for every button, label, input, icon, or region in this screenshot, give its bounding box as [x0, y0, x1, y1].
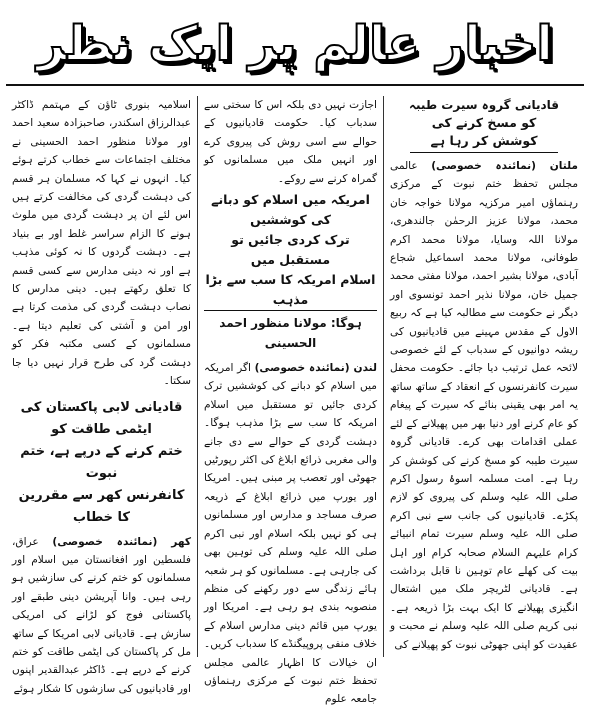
- headline-line-4: ہوگا: مولانا منظور احمد الحسینی: [204, 310, 377, 353]
- news-columns: [6, 96, 584, 706]
- headline-line-3: کانفرنس کھر سے مقررین کا خطاب: [18, 487, 185, 525]
- masthead-title: اخبار عالم پر ایک نظر: [37, 16, 553, 72]
- article-text: عراق، فلسطین اور افغانستان میں اسلام اور مسلمانوں کو ختم کرنے کی سازشیں ہو رہی ہیں۔ وانا آپریشن دینی طبقے اور پاکستانی فوج کو لڑانے کی امریکی سازش ہے۔ قادیانی لابی امریکا کے ساتھ مل کر پاکستان کی ایٹمی طاقت کو ختم کرنے کے درپے ہے۔ ڈاکٹر عبدالقدیر اپنوں اور قادیانیوں کی سازشوں کا شکار ہوئے: [12, 535, 191, 695]
- headline-line-1: امریکہ میں اسلام کو دبانے کی کوششیں: [211, 192, 370, 228]
- column-right: [384, 96, 584, 657]
- article-headline-qadiani-seerat: [390, 96, 578, 153]
- headline-line-2: ترک کردی جائیں تو مستقبل میں: [231, 232, 350, 268]
- headline-line-3: اسلام امریکہ کا سب سے بڑا مذہب: [205, 272, 376, 308]
- article-byline: کھر (نمائندہ خصوصی): [52, 535, 191, 548]
- article-body: [390, 157, 578, 654]
- article-body: [204, 359, 377, 709]
- headline-line-2: ختم کرنے کے درپے ہے، ختم نبوت: [20, 443, 183, 481]
- article-continuation: اسلامیہ بنوری ٹاؤن کے مہتمم ڈاکٹر عبدالرزاق اسکندر، صاحبزادہ سعید احمد اور مولانا منظور احمد الحسینی نے مختلف اجتماعات سے خطاب کرتے ہوئے کیا۔ انہوں نے کہا کہ مسلمان ہر قسم کی دہشت گردی کی مخالفت کرتے ہیں اس لئے ان پر دہشت گردی میں ملوث ہونے کا الزام سراسر غلط اور بے بنیاد ہے۔ دہشت گردوں کا نہ کوئی مذہب ہے اور نہ دینی مدارس سے کسی قسم کا تعلق رکھتے ہیں۔ دینی مدارس کا نصاب دہشت گردی کی مذمت کرتا ہے اور امن و آشتی کی تعلیم دیتا ہے۔ مسلمانوں کے کسی مکتبہ فکر کو دہشت گرد کی طرح قرار نہیں دیا جا سکتا۔: [12, 99, 191, 388]
- headline-line-1: قادیانی لابی پاکستان کی ایٹمی طاقت کو: [20, 399, 183, 437]
- article-body: [12, 533, 191, 699]
- article-continuation: اجازت نہیں دی بلکہ اس کا سختی سے سدباب کیا۔ حکومت قادیانیوں کے حوالے سے اسی روش کی پیروی کرے اور انہیں ملک میں مسلمانوں کو گمراہ کرنے سے روکے۔: [204, 99, 377, 185]
- headline-line-2: کو مسخ کرنے کی کوشش کر رہا ہے: [410, 114, 558, 153]
- article-text: عالمی مجلس تحفظ ختم نبوت کے مرکزی رہنماؤں امیر مرکزیہ مولانا خواجہ خان محمد، مولانا عزیز الرحمٰن جالندھری، مولانا اللہ وسایا، مولانا محمد اکرم طوفانی، مولانا محمد اسماعیل شجاع آبادی، مولانا بشیر احمد، مولانا مفتی محمد جمیل خان، مولانا نذیر احمد تونسوی اور دیگر نے حکومت سے مطالبہ کیا ہے کہ ربیع الاول کے مقدس مہینے میں قادیانیوں کی ریشہ دوانیوں کے سدباب کے لئے خصوصی لائحہ عمل ترتیب دیا جائے۔ حکومت محفل سیرت کانفرنسوں کے انعقاد کے ساتھ ساتھ یہ امر بھی یقینی بنائے کہ سیرت کے پیغام کو عام کرنے اور دنیا بھر میں پھیلانے کے لئے عملی اقدامات بھی کرے۔ قادیانی گروہ سیرت طیبہ کو مسخ کرنے کی کوشش کر رہا ہے۔ امت مسلمہ اسوۂ رسول اکرم صلی اللہ علیہ وسلم کی پیروی کو لازم پکڑے۔ قادیانیوں کی جانب سے نبی اکرم صلی اللہ علیہ وسلم سیرت تمام انبیائے کرام علیہم السلام صحابہ کرام اور اہل بیت کی کھلے عام توہین نا قابل برداشت ہے۔ قادیانی لٹریچر ملک میں اشتعال انگیزی پھیلانے کا ایک بہت بڑا ذریعہ ہے۔ نبی کریم صلی اللہ علیہ وسلم نے محبت و عقیدت کو اپنی جھوٹی نبوت کو پھیلانے کی: [390, 160, 578, 651]
- column-middle: [198, 96, 384, 706]
- masthead: [6, 4, 584, 86]
- article-byline: لندن (نمائندہ خصوصی): [254, 362, 377, 375]
- article-byline: ملتان (نمائندہ خصوصی): [431, 160, 578, 172]
- column-left: [6, 96, 198, 695]
- article-headline-qadiani-lobby: [12, 397, 191, 529]
- headline-line-1: قادیانی گروہ سیرت طیبہ: [409, 98, 559, 112]
- article-headline-islam-america: [204, 190, 377, 353]
- article-text: اگر امریکہ میں اسلام کو دبانے کی کوششیں ترک کردی جائیں تو مستقبل میں اسلام امریکہ کا سب سے بڑا مذہب ہوگا۔ دہشت گردی کے حوالے سے دی جانے والی مغربی ذرائع ابلاغ کی اکثر رپورٹیں جھوٹی اور تعصب پر مبنی ہیں۔ امریکا اور یورپ میں ذرائع ابلاغ کے ذریعہ صرف مساجد و مدارس اور مسلمانوں ہی کو نہیں بلکہ اسلام اور نبی اکرم صلی اللہ علیہ وسلم کی توہین بھی کی جارہی ہے۔ مسلمانوں کو ہر شعبہ ہائے زندگی سے دور رکھنے کی منظم منصوبہ بندی ہو رہی ہے۔ امریکا اور یورپ میں قائم دینی مدارس اسلام کے خلاف منفی پروپیگنڈے کا سدباب کریں۔ ان خیالات کا اظہار عالمی مجلس تحفظ ختم نبوت کے مرکزی رہنماؤں جامعہ علوم: [204, 362, 377, 706]
